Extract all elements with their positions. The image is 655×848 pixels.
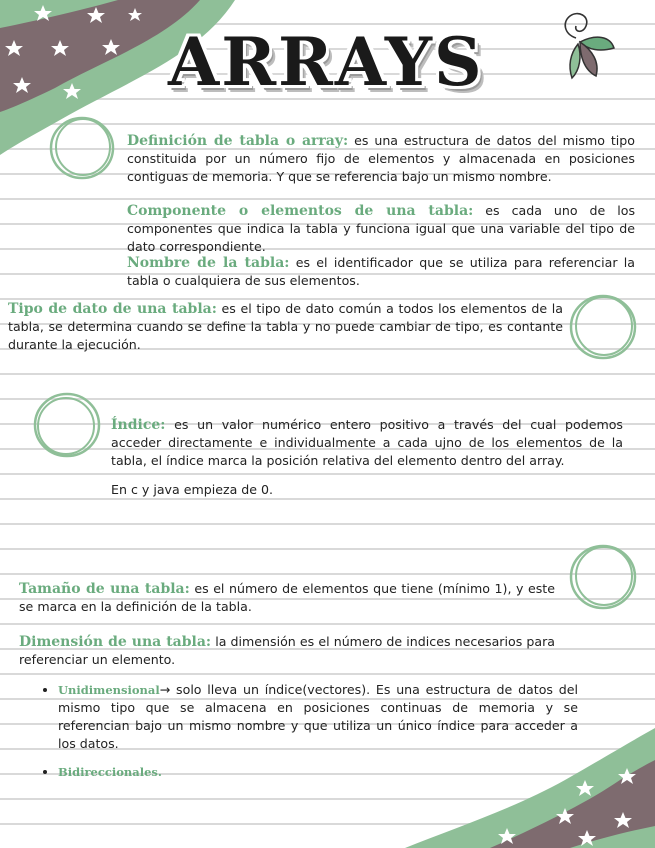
componente-term: Componente o elementos de una tabla: [127, 203, 474, 219]
dimension-paragraph [19, 633, 555, 669]
componente-paragraph [127, 202, 635, 256]
arrow-icon: → [159, 682, 171, 697]
circle-doodle-icon [30, 388, 104, 462]
page-title: ARRAYS [168, 23, 484, 101]
tipo-dato-paragraph [8, 300, 563, 354]
dimension-text: la dimensión es el número de indices necesarios para referenciar un elemento. [19, 634, 555, 667]
bullet-text: solo lleva un índice(vectores). Es una estructura de datos del mismo tipo que se almacena en posiciones continuas de memoria y se referencian bajo un mismo nombre y que utiliza un único índice para acceder a los datos. [58, 682, 578, 751]
tipo-dato-term: Tipo de dato de una tabla: [8, 301, 217, 317]
nombre-paragraph [127, 254, 635, 290]
dimension-term: Dimensión de una tabla: [19, 634, 212, 650]
nombre-text: es el identificador que se utiliza para referenciar la tabla o cualquiera de sus elementos. [127, 255, 635, 288]
indice-text: es un valor numérico entero positivo a través del cual podemos acceder directamente e individualmente a cada ujno de los elementos de la tabla, el índice marca la posición relativa del elemento dentro del array. [111, 417, 623, 468]
definicion-paragraph [127, 132, 635, 186]
indice-term: Índice: [111, 417, 166, 433]
circle-doodle-icon [566, 540, 640, 614]
bullet-term: Bidireccionales. [58, 765, 162, 779]
circle-doodle-icon [46, 112, 118, 184]
list-item [58, 681, 578, 753]
list-item [58, 763, 578, 781]
dimension-bullet-list [34, 681, 578, 781]
indice-note: En c y java empieza de 0. [111, 482, 274, 497]
tipo-dato-text: es el tipo de dato común a todos los elementos de la tabla, se determina cuando se define la tabla y no puede cambiar de tipo, es contante durante la ejecución. [8, 301, 563, 352]
nombre-term: Nombre de la tabla: [127, 255, 290, 271]
tamano-text: es el número de elementos que tiene (mínimo 1), y este se marca en la definición de la tabla. [19, 581, 555, 614]
bullet-term: Unidimensional [58, 683, 160, 697]
tamano-paragraph [19, 580, 555, 616]
circle-doodle-icon [566, 290, 640, 364]
definicion-text: es una estructura de datos del mismo tipo constituida por un número fijo de elementos y almacenada en posiciones contiguas de memoria. Y que se referencia bajo un mismo nombre. [127, 133, 635, 184]
definicion-term: Definición de tabla o array: [127, 133, 349, 149]
tamano-term: Tamaño de una tabla: [19, 581, 190, 597]
componente-text: es cada uno de los componentes que indica la tabla y funciona igual que una variable del tipo de dato correspondiente. [127, 203, 636, 254]
indice-paragraph [111, 416, 623, 470]
